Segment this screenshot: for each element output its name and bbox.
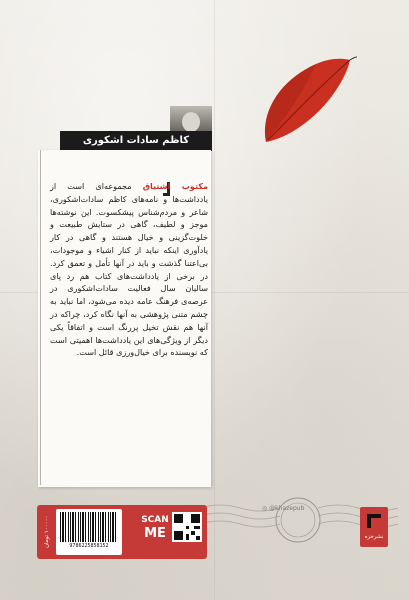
isbn-number: 9786225858152 — [69, 543, 109, 549]
publisher-logo-mark — [367, 514, 381, 528]
scan-me-line2: ME — [144, 526, 166, 541]
blurb-text — [50, 180, 208, 359]
instagram-handle — [262, 505, 342, 512]
blurb-body: مجموعه‌ای است از یادداشت‌ها و نامه‌های کاظم سادات‌اشکوری، شاعر و مردم‌شناس پیشکسوت. این نوشته‌ها موجز و لطیف، گاهی در ستایش طبیعت و خلوت‌گزینی و خیال هستند و گاهی در کار یادآوری اینکه نباید از کنار اشیاء و موجودات، بی‌اعتنا گذشت و باید در آنها تأمل و تعمق کرد. در برخی از یادداشت‌های کتاب هم رد پای سالیان سال فعالیت سادات‌اشکوری در عرصه‌ی فرهنگ عامه دیده می‌شود، اما نباید به چشم متنی پژوهشی به آنها نگاه کرد، چراکه در آنها هم نقش تخیل پررنگ است و اتفاقاً یکی دیگر از ویژگی‌های این یادداشت‌ها اهمیتی است که نویسنده برای خیال‌ورزی قائل است. — [50, 181, 208, 358]
publisher-name: نشرخزه — [364, 534, 384, 540]
price-label: ۱۰۰۰۰۰ تومان — [44, 515, 50, 549]
scan-me-label — [140, 514, 170, 540]
book-title: مکتوب اشتیاق — [142, 181, 209, 191]
instagram-handle-text: @khazepub — [269, 505, 305, 512]
instagram-icon: ◎ — [262, 505, 268, 512]
qr-code — [172, 512, 202, 542]
isbn-barcode — [60, 512, 118, 542]
red-leaf-image — [258, 52, 358, 148]
author-name: کاظم سادات اشکوری — [60, 131, 212, 151]
publisher-logo — [360, 507, 388, 547]
scan-me-line1: SCAN — [141, 515, 169, 525]
panel-border-line — [40, 150, 41, 485]
